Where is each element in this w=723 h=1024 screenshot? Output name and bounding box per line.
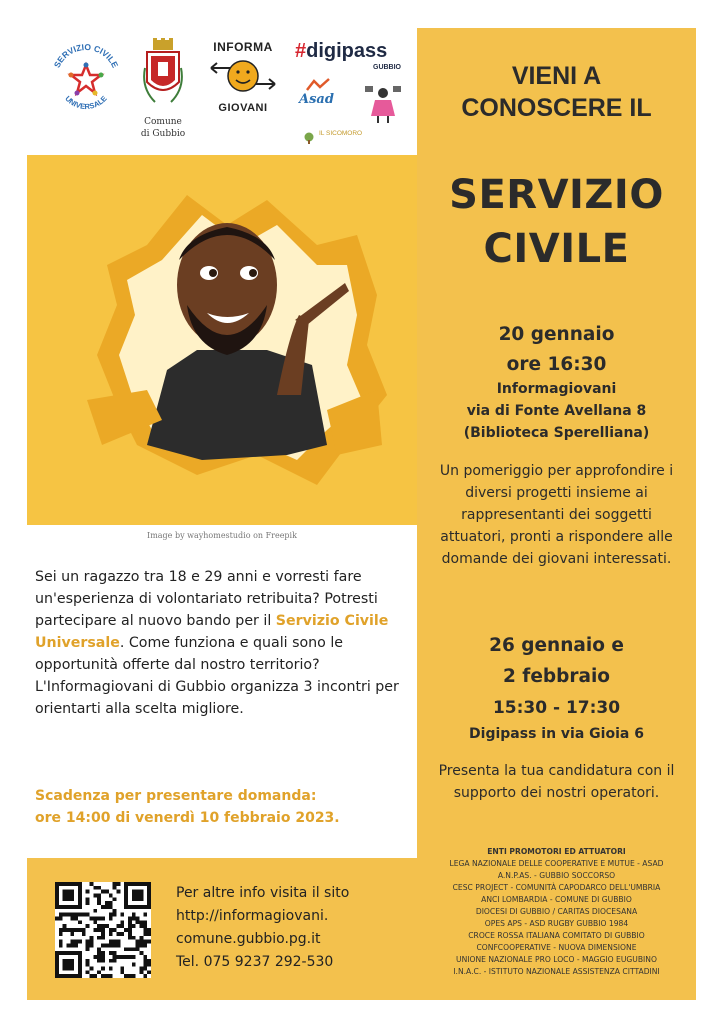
servizio-civile-logo: [47, 40, 125, 118]
promoters-title: ENTI PROMOTORI ED ATTUATORI: [487, 847, 626, 856]
promoters-list: [417, 846, 696, 978]
promoter-item: ANCI LOMBARDIA - COMUNE DI GUBBIO: [481, 895, 632, 904]
promoter-item: DIOCESI DI GUBBIO / CARITAS DIOCESANA: [475, 907, 638, 916]
tree-icon: [303, 132, 315, 144]
event1-time: ore 16:30: [506, 354, 607, 375]
gubbio-label-2: di Gubbio: [140, 129, 186, 139]
event1-date: 20 gennaio: [498, 324, 615, 345]
event2-date-2: 2 febbraio: [502, 666, 611, 687]
main-title: [417, 168, 696, 276]
contact-phone: Tel. 075 9237 292-530: [176, 954, 334, 970]
event2-date-1: 26 gennaio e: [489, 635, 624, 656]
promoter-item: I.N.A.C. - ISTITUTO NAZIONALE ASSISTENZA CITTADINI: [453, 967, 660, 976]
main-title-line-1: SERVIZIO: [449, 172, 664, 218]
intro-text-2: . Come funziona e quali sono le opportunità offerte dal nostro territorio? L'Informagiovani di Gubbio organizza 3 incontri per orientarti alla scelta migliore.: [35, 635, 399, 717]
contact-line-1: Per altre info visita il sito: [176, 885, 350, 901]
promoter-item: UNIONE NAZIONALE PRO LOCO - MAGGIO EUGUBINO: [456, 955, 657, 964]
sicomoro-logo: IL SICOMORO: [319, 130, 363, 137]
promoter-item: OPES APS - ASD RUGBY GUBBIO 1984: [484, 919, 629, 928]
deadline-notice: [35, 785, 415, 829]
contact-url-1[interactable]: http://informagiovani.: [176, 908, 329, 924]
svg-text:SERVIZIO CIVILE: SERVIZIO CIVILE: [51, 41, 121, 70]
informagiovani-logo: [207, 40, 279, 120]
event1-place-1: Informagiovani: [496, 381, 617, 397]
image-credit: Image by wayhomestudio on Freepik: [147, 531, 297, 540]
event2-description: Presenta la tua candidatura con il supporto dei nostri operatori.: [438, 763, 675, 801]
svg-text:UNIVERSALE: UNIVERSALE: [63, 93, 109, 112]
figure-icon: [365, 86, 401, 124]
asad-logo: Asad: [299, 92, 334, 107]
digipass-sub: GUBBIO: [373, 64, 401, 71]
digipass-hash: #: [295, 40, 307, 62]
hero-photo: [27, 155, 417, 525]
promoter-item: A.N.P.AS. - GUBBIO SOCCORSO: [497, 871, 616, 880]
headline-line-2: CONOSCERE IL: [461, 94, 652, 122]
event1-place-3: (Biblioteca Sperelliana): [463, 425, 650, 441]
promoter-item: CROCE ROSSA ITALIANA COMITATO DI GUBBIO: [468, 931, 645, 940]
event2-time: 15:30 - 17:30: [492, 698, 621, 718]
qr-code[interactable]: [55, 882, 151, 978]
headline-vieni: [417, 60, 696, 124]
contact-info: [176, 882, 416, 974]
promoter-item: CONFCOOPERATIVE - NUOVA DIMENSIONE: [476, 943, 637, 952]
promoter-item: CESC PROJECT - COMUNITÀ CAPODARCO DELL'UMBRIA: [452, 883, 661, 892]
intro-text-1: Sei un ragazzo tra 18 e 29 anni e vorresti fare un'esperienza di volontariato retribuita? Potresti partecipare al nuovo bando per il: [35, 569, 378, 629]
event1-location: [417, 378, 696, 444]
main-title-line-2: CIVILE: [483, 226, 630, 272]
deadline-line-1: Scadenza per presentare domanda:: [35, 788, 317, 804]
smiley-icon: [207, 54, 279, 98]
event1-datetime: [417, 320, 696, 380]
intro-highlight: Servizio Civile Universale: [35, 613, 389, 651]
informagiovani-top: INFORMA: [213, 40, 273, 54]
contact-url-2[interactable]: comune.gubbio.pg.it: [176, 931, 321, 947]
qr-code-icon: [55, 882, 151, 978]
gubbio-label-1: Comune: [144, 117, 182, 127]
digipass-wordmark: [295, 40, 407, 63]
promoter-item: LEGA NAZIONALE DELLE COOPERATIVE E MUTUE - ASAD: [449, 859, 664, 868]
headline-line-1: VIENI A: [511, 62, 602, 90]
informagiovani-bottom: GIOVANI: [218, 102, 268, 114]
event1-place-2: via di Fonte Avellana 8: [466, 403, 647, 419]
digipass-word: digipass: [306, 40, 388, 62]
event2-location: Digipass in via Gioia 6: [469, 726, 644, 742]
digipass-logo: [295, 40, 407, 140]
logo-strip: [27, 28, 417, 148]
gubbio-crest-icon: [141, 38, 185, 110]
comune-gubbio-logo: [135, 38, 191, 150]
event2-dates: [417, 630, 696, 692]
deadline-line-2: ore 14:00 di venerdì 10 febbraio 2023.: [35, 810, 340, 826]
asad-mark-icon: [305, 78, 331, 92]
event1-description: Un pomeriggio per approfondire i diversi progetti insieme ai rappresentanti dei soggetti attuatori, pronti a rispondere alle domande dei giovani interessati.: [439, 463, 674, 567]
intro-paragraph: [35, 566, 415, 720]
